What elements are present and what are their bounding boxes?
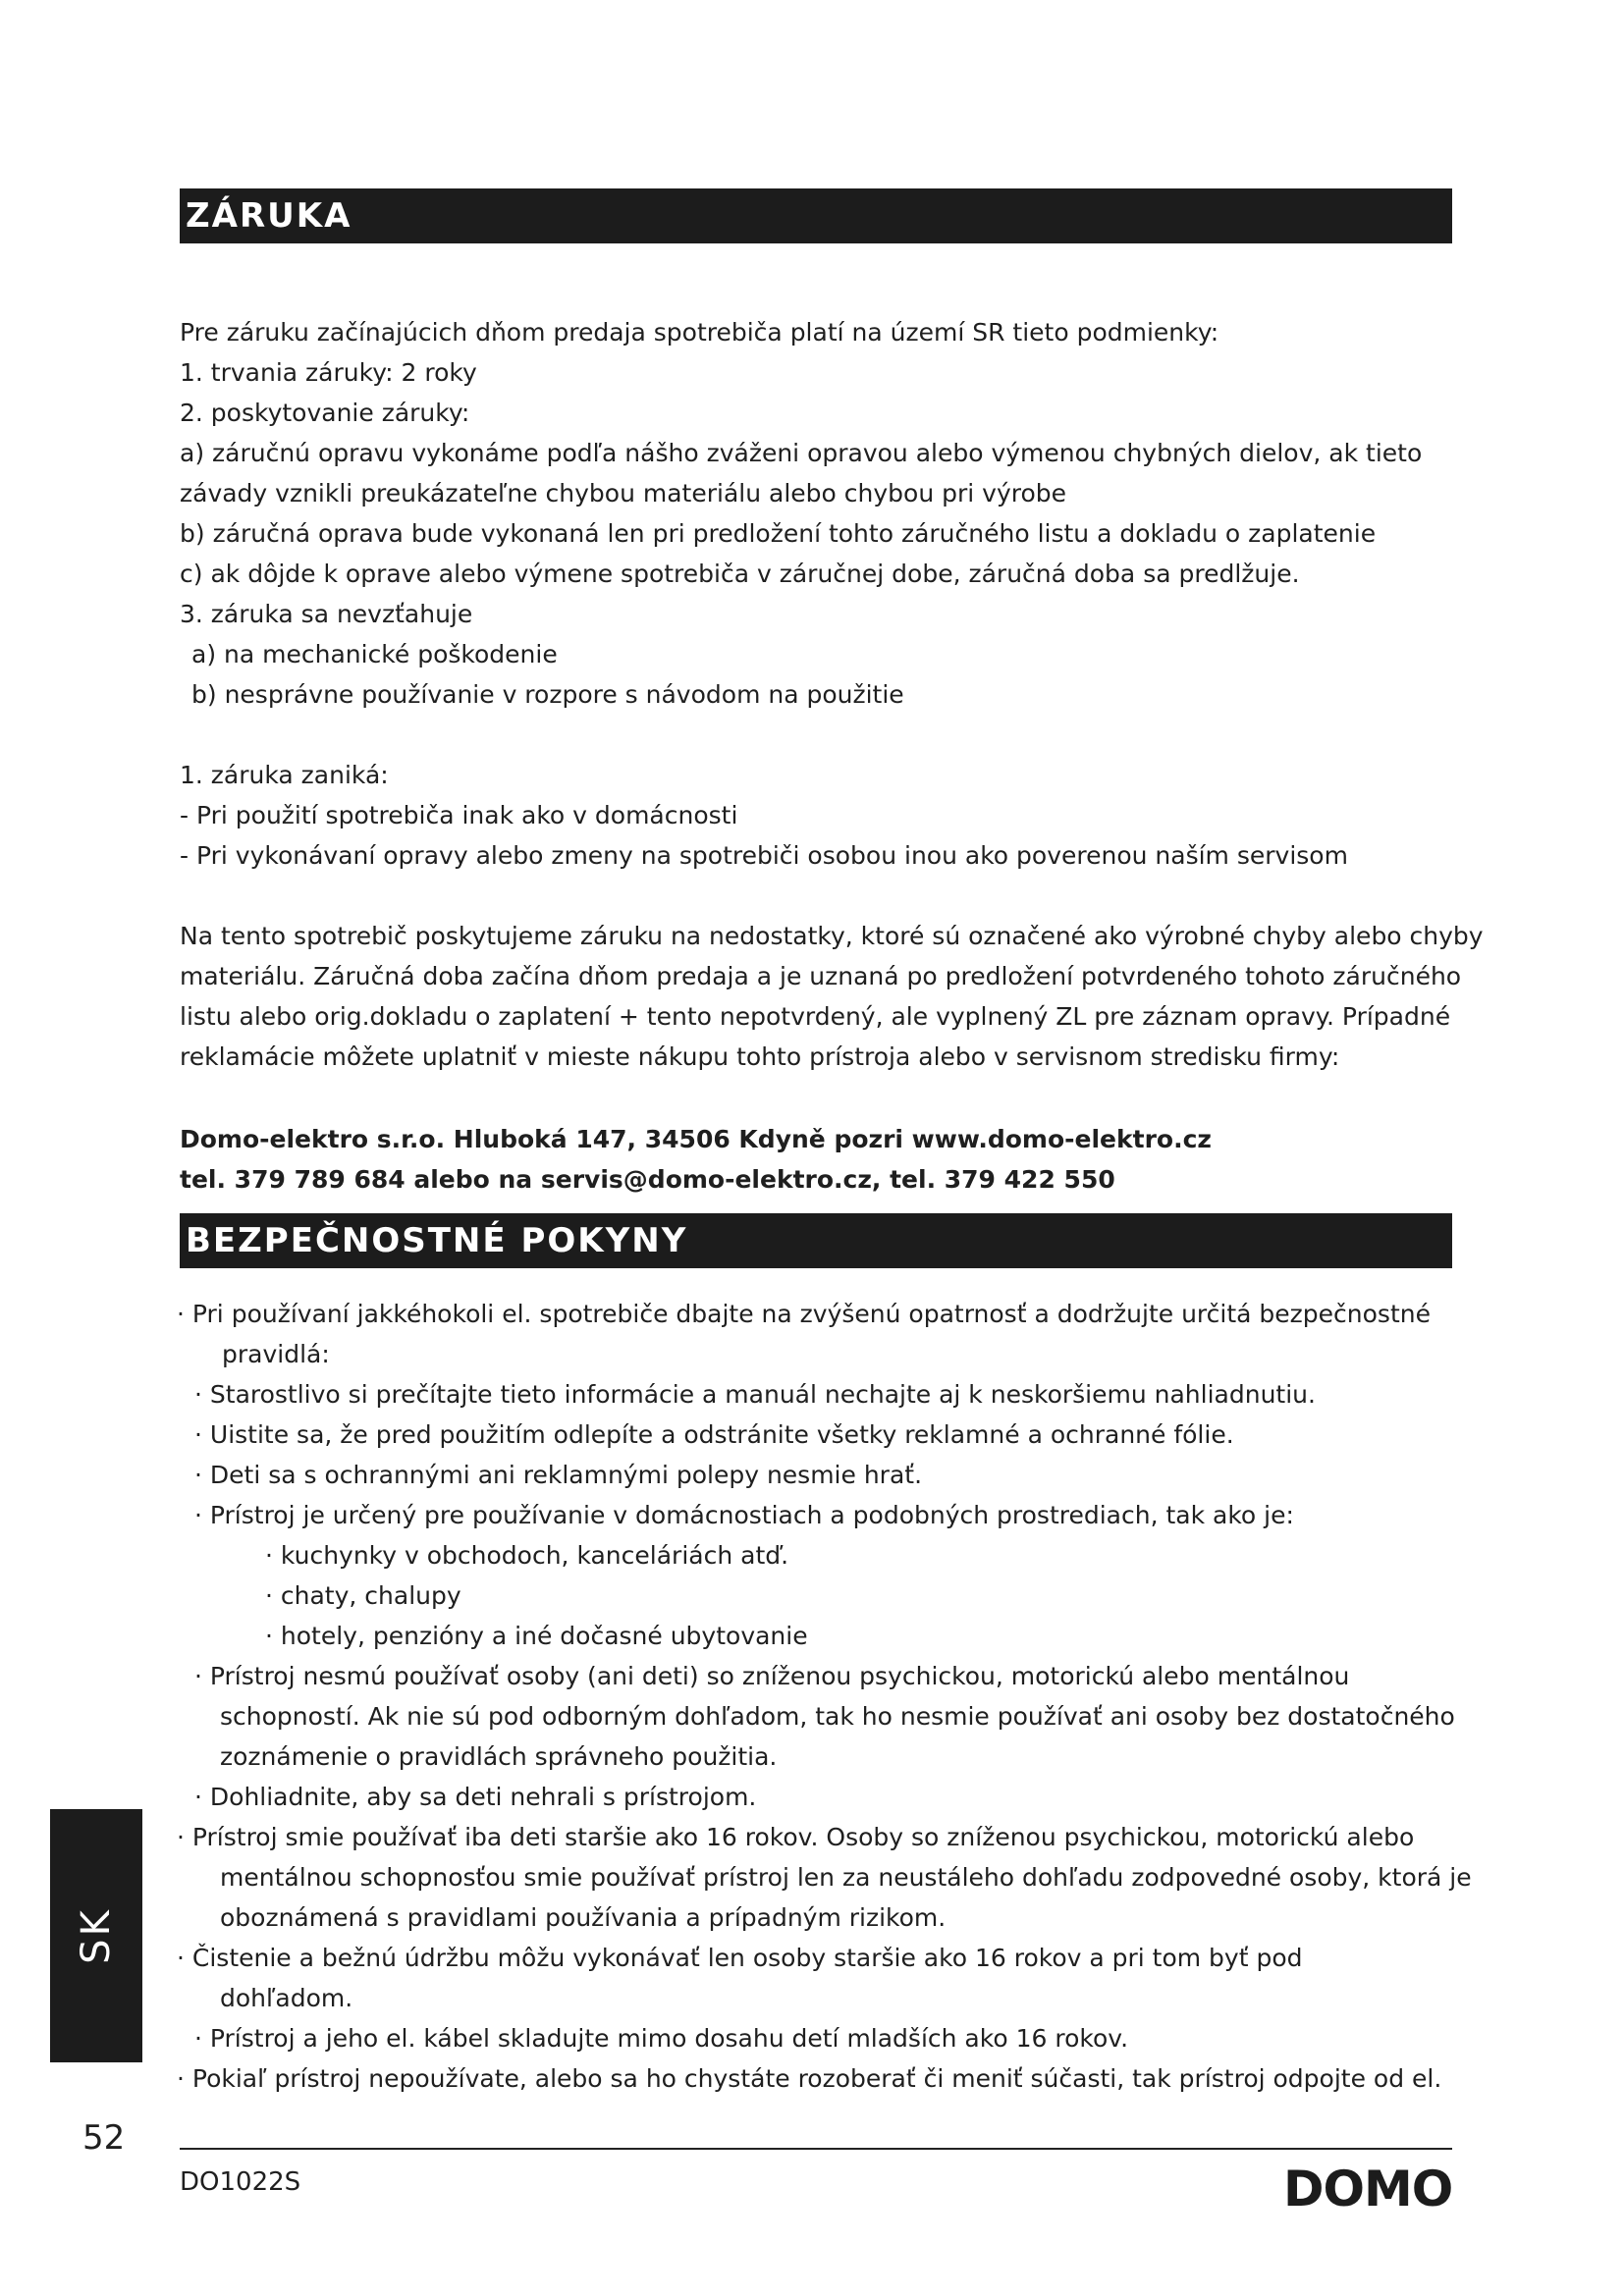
warranty-line: a) záručnú opravu vykonáme podľa nášho zváženi opravou alebo výmenou chybných dielov, ak tieto: [180, 439, 1423, 467]
safety-line: mentálnou schopnosťou smie používať prístroj len za neustáleho dohľadu zodpovedné osoby, ktorá je: [220, 1863, 1472, 1892]
language-label: SK: [74, 1907, 119, 1964]
safety-line: · Dohliadnite, aby sa deti nehrali s prístrojom.: [194, 1783, 757, 1811]
warranty-line: 2. poskytovanie záruky:: [180, 399, 470, 427]
warranty-text: [180, 312, 1484, 1077]
safety-line: · Prístroj smie používať iba deti staršie ako 16 rokov. Osoby so zníženou psychickou, motorickú alebo: [177, 1823, 1415, 1851]
warranty-line: 3. záruka sa nevzťahuje: [180, 600, 473, 628]
section-heading-warranty: ZÁRUKA: [180, 188, 1452, 243]
company-contact: [180, 1119, 1456, 1200]
safety-line: · Čistenie a bežnú údržbu môžu vykonávať len osoby staršie ako 16 rokov a pri tom byť pod: [177, 1944, 1303, 1972]
page-number: 52: [82, 2118, 126, 2158]
company-line: tel. 379 789 684 alebo na servis@domo-elektro.cz, tel. 379 422 550: [180, 1165, 1115, 1194]
safety-line: zoznámenie o pravidlách správneho použitia.: [220, 1742, 778, 1771]
safety-line: · Pri používaní jakkéhokoli el. spotrebiče dbajte na zvýšenú opatrnosť a dodržujte určitá bezpečnostné: [177, 1300, 1431, 1328]
safety-line: · Prístroj je určený pre používanie v domácnostiach a podobných prostrediach, tak ako je:: [194, 1501, 1294, 1529]
brand-logo: DOMO: [1283, 2161, 1453, 2217]
safety-line: · Starostlivo si prečítajte tieto informácie a manuál nechajte aj k neskoršiemu nahliadnutiu.: [194, 1380, 1316, 1409]
warranty-line: 1. záruka zaniká:: [180, 761, 389, 789]
warranty-line: b) nesprávne používanie v rozpore s návodom na použitie: [191, 680, 904, 709]
warranty-line: b) záručná oprava bude vykonaná len pri predložení tohto záručného listu a dokladu o zaplatenie: [180, 519, 1377, 548]
safety-line: pravidlá:: [222, 1340, 330, 1368]
safety-line: · kuchynky v obchodoch, kanceláriách atď.: [265, 1541, 789, 1570]
warranty-line: materiálu. Záručná doba začína dňom predaja a je uznaná po predložení potvrdeného tohoto záručného: [180, 962, 1462, 990]
model-number: DO1022S: [180, 2167, 301, 2197]
warranty-line: c) ak dôjde k oprave alebo výmene spotrebiča v záručnej dobe, záručná doba sa predlžuje.: [180, 560, 1300, 588]
safety-line: schopností. Ak nie sú pod odborným dohľadom, tak ho nesmie používať ani osoby bez dostatočného: [220, 1702, 1455, 1731]
warranty-line: závady vznikli preukázateľne chybou materiálu alebo chybou pri výrobe: [180, 479, 1067, 507]
footer-divider: [180, 2148, 1452, 2150]
safety-line: dohľadom.: [220, 1984, 353, 2012]
warranty-line: - Pri vykonávaní opravy alebo zmeny na spotrebiči osobou inou ako poverenou naším servisom: [180, 841, 1348, 870]
company-line: Domo-elektro s.r.o. Hluboká 147, 34506 Kdyně pozri www.domo-elektro.cz: [180, 1125, 1212, 1153]
warranty-line: - Pri použití spotrebiča inak ako v domácnosti: [180, 801, 738, 829]
warranty-line: Na tento spotrebič poskytujeme záruku na nedostatky, ktoré sú označené ako výrobné chyby alebo chyby: [180, 922, 1484, 950]
safety-line: · Prístroj nesmú používať osoby (ani deti) so zníženou psychickou, motorickú alebo mentálnou: [194, 1662, 1350, 1690]
warranty-line: reklamácie môžete uplatniť v mieste nákupu tohto prístroja alebo v servisnom stredisku firmy:: [180, 1042, 1340, 1071]
safety-line: · Uistite sa, že pred použitím odlepíte a odstránite všetky reklamné a ochranné fólie.: [194, 1420, 1234, 1449]
language-tab: [50, 1809, 142, 2062]
warranty-line: [180, 715, 1456, 755]
warranty-line: [180, 876, 1456, 916]
safety-line: · Prístroj a jeho el. kábel skladujte mimo dosahu detí mladších ako 16 rokov.: [194, 2024, 1129, 2053]
safety-line: oboznámená s pravidlami používania a prípadným rizikom.: [220, 1903, 947, 1932]
safety-line: · chaty, chalupy: [265, 1581, 461, 1610]
warranty-line: 1. trvania záruky: 2 roky: [180, 358, 477, 387]
warranty-line: Pre záruku začínajúcich dňom predaja spotrebiča platí na území SR tieto podmienky:: [180, 318, 1219, 347]
section-heading-safety: BEZPEČNOSTNÉ POKYNY: [180, 1213, 1452, 1268]
safety-text: [177, 1294, 1473, 2099]
safety-line: · hotely, penzióny a iné dočasné ubytovanie: [265, 1622, 808, 1650]
warranty-line: listu alebo orig.dokladu o zaplatení + tento nepotvrdený, ale vyplnený ZL pre záznam opravy. Prípadné: [180, 1002, 1451, 1031]
safety-line: · Deti sa s ochrannými ani reklamnými polepy nesmie hrať.: [194, 1461, 923, 1489]
safety-line: · Pokiaľ prístroj nepoužívate, alebo sa ho chystáte rozoberať či meniť súčasti, tak prístroj odpojte od el.: [177, 2064, 1442, 2093]
warranty-line: a) na mechanické poškodenie: [191, 640, 558, 668]
